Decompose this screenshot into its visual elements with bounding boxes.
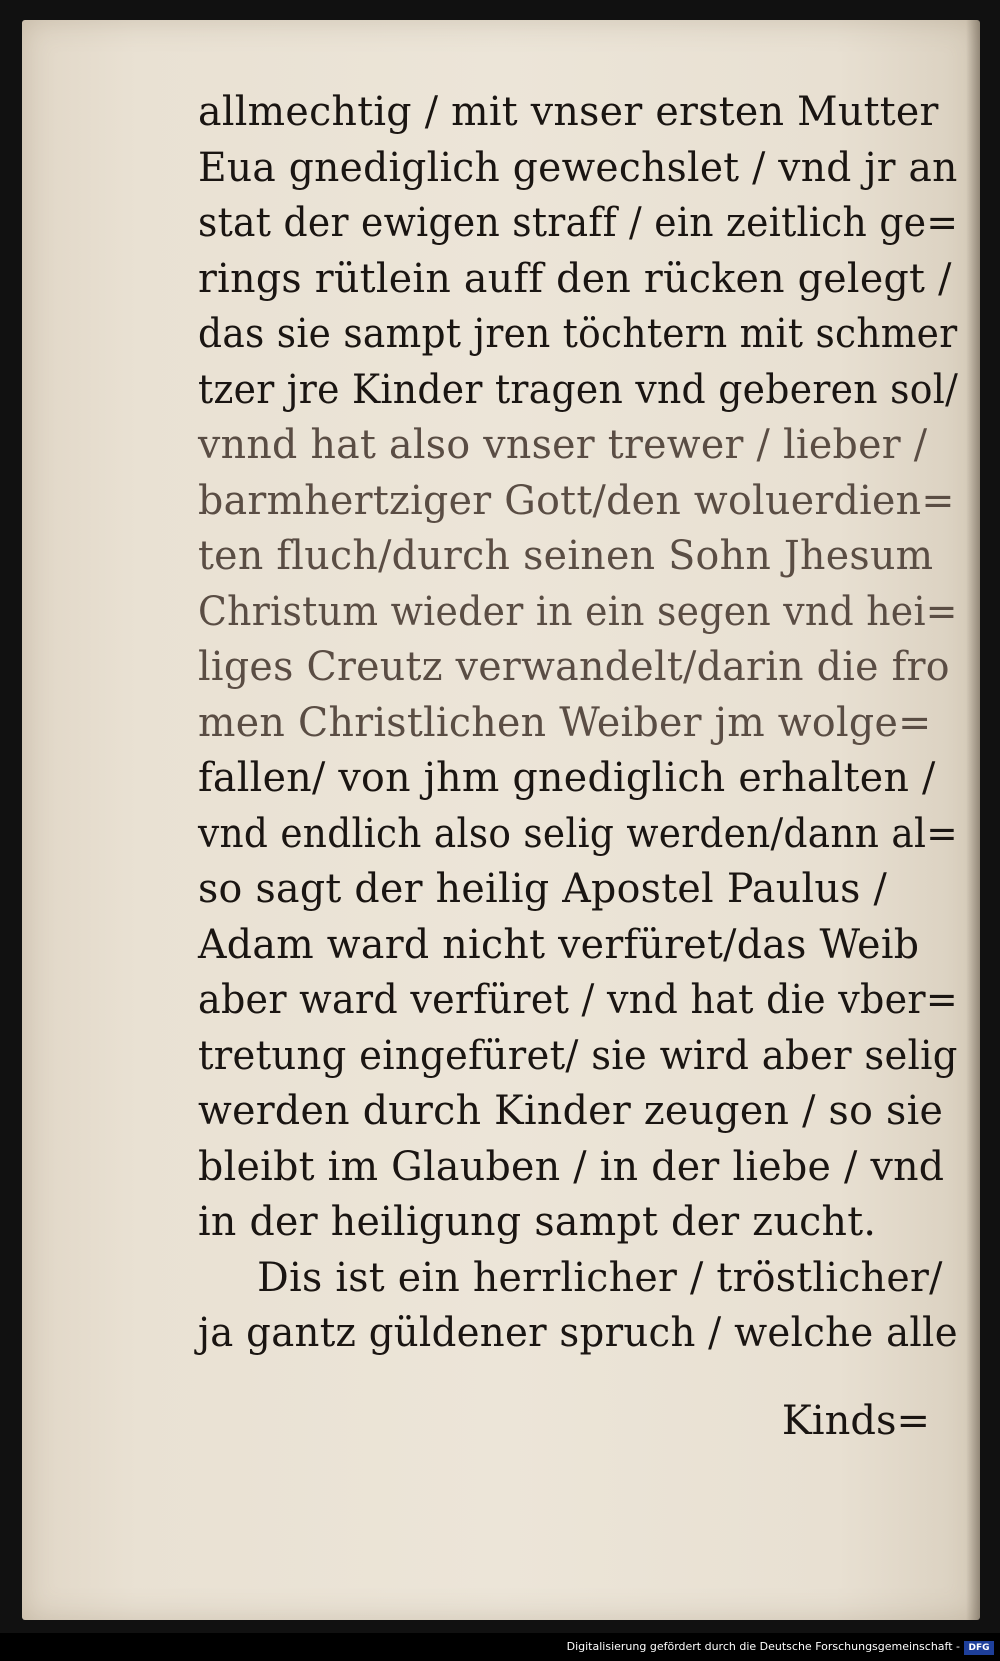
text-line: ten fluch/durch seinen Sohn Jhesum xyxy=(198,533,934,579)
text-line: werden durch Kinder zeugen / so sie xyxy=(198,1088,944,1134)
text-line: vnnd hat also vnser trewer / lieber / xyxy=(198,422,928,468)
page-edge-shadow xyxy=(966,20,980,1620)
text-line: tretung eingefüret/ sie wird aber selig xyxy=(198,1032,958,1079)
book-page xyxy=(22,20,980,1620)
text-line: ja gantz güldener spruch / welche alle xyxy=(198,1310,958,1356)
text-line: men Christlichen Weiber jm wolge= xyxy=(198,699,932,746)
text-line: Adam ward nicht verfüret/das Weib xyxy=(198,921,920,968)
text-line: allmechtig / mit vnser ersten Mutter xyxy=(198,89,939,135)
text-line: so sagt der heilig Apostel Paulus / xyxy=(198,866,888,912)
catchword: Kinds= xyxy=(781,1398,930,1444)
text-line: vnd endlich also selig werden/dann al= xyxy=(198,810,958,857)
text-line: rings rütlein auff den rücken gelegt / xyxy=(198,255,952,302)
text-line: fallen/ von jhm gnediglich erhalten / xyxy=(198,755,936,801)
body-text xyxy=(198,85,968,1362)
footer-credit: Digitalisierung gefördert durch die Deutsche Forschungsgemeinschaft - xyxy=(566,1640,960,1653)
text-line: Dis ist ein herrlicher / tröstlicher/ xyxy=(257,1254,943,1301)
text-line: Eua gnediglich gewechslet / vnd jr an xyxy=(198,144,958,191)
text-line: in der heiligung sampt der zucht. xyxy=(198,1199,877,1245)
text-line: aber ward verfüret / vnd hat die vber= xyxy=(198,977,958,1023)
text-line: tzer jre Kinder tragen vnd geberen sol/ xyxy=(198,366,959,413)
footer-bar xyxy=(0,1633,1000,1661)
text-line: Christum wieder in ein segen vnd hei= xyxy=(198,588,958,635)
text-line: bleibt im Glauben / in der liebe / vnd xyxy=(198,1143,945,1190)
text-line: stat der ewigen straff / ein zeitlich ge= xyxy=(198,200,959,246)
text-line: das sie sampt jren töchtern mit schmer xyxy=(198,311,958,357)
dfg-logo: DFG xyxy=(964,1641,994,1655)
text-line: barmhertziger Gott/den woluerdien= xyxy=(198,477,955,524)
text-line: liges Creutz verwandelt/darin die fro xyxy=(198,644,950,690)
